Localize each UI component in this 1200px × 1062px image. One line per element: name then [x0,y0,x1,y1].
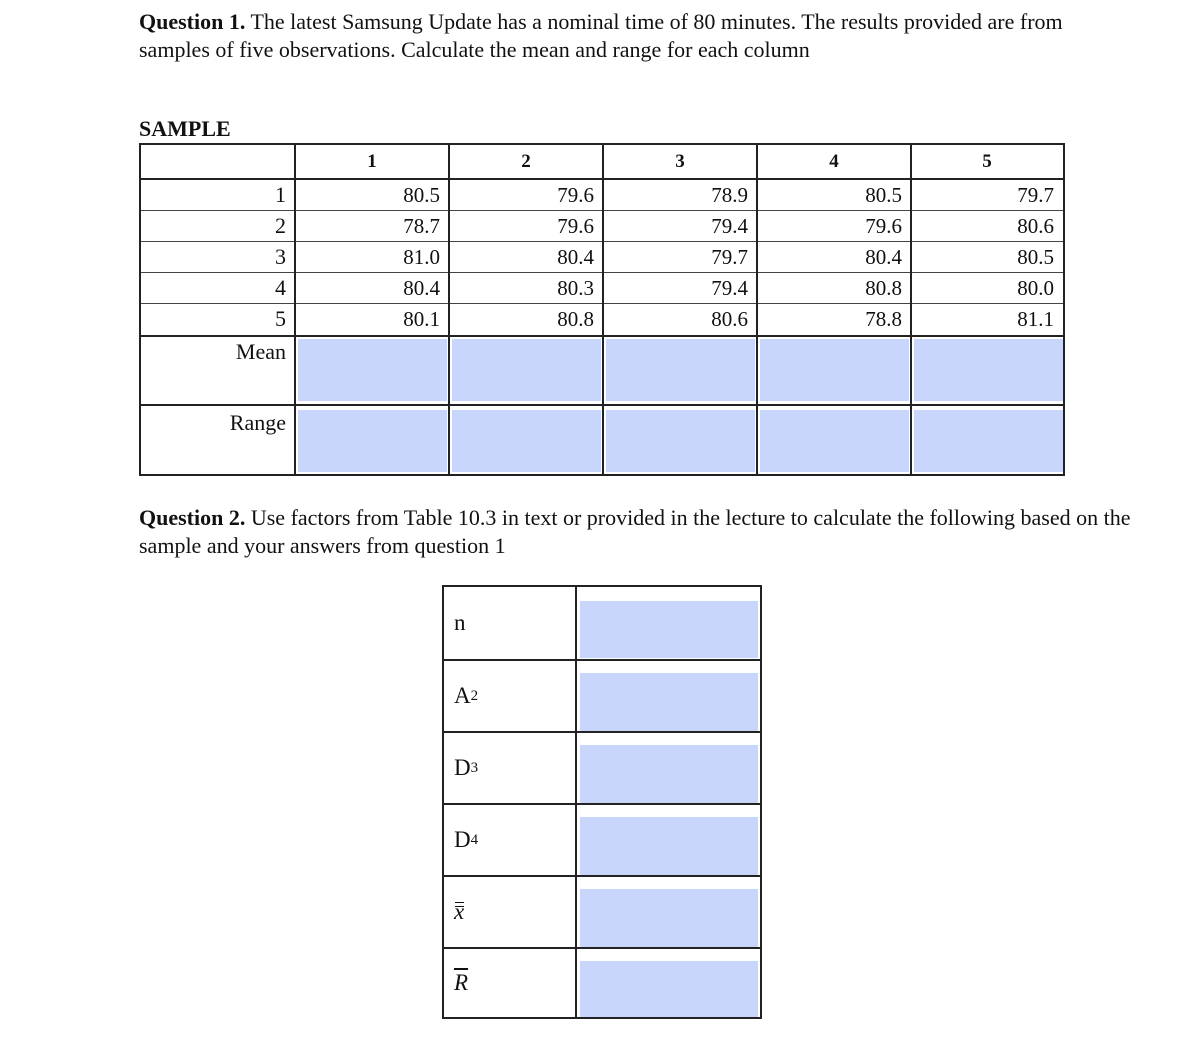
range-answer-cell[interactable] [760,410,909,472]
factor-label [454,733,478,803]
data-cell: 81.0 [403,244,440,269]
question-2-label: Question 2. [139,505,246,530]
factor-subscript: 3 [470,759,479,776]
r-bar-symbol: $\overline{R}$ [454,970,469,995]
row-label: 5 [275,306,286,331]
divider [910,145,912,474]
factor-symbol: D [454,755,471,780]
question-2 [139,504,1139,560]
factor-symbol: D [454,827,471,852]
header-col-4: 4 [829,150,839,172]
answer-cell-n[interactable] [580,601,758,658]
row-label: 2 [275,213,286,238]
data-cell: 80.4 [865,244,902,269]
row-label: 3 [275,244,286,269]
factor-subscript: 4 [470,831,479,848]
divider [294,145,296,474]
factor-row-xbarbar [444,875,760,947]
data-cell: 80.6 [711,306,748,331]
factor-label [454,949,468,1017]
answer-cell-d4[interactable] [580,817,758,875]
factor-label [454,587,466,658]
data-cell: 79.6 [557,213,594,238]
mean-answer-cell[interactable] [298,339,447,401]
question-1-label: Question 1. [139,9,246,34]
header-col-1: 1 [367,150,377,172]
mean-answer-cell[interactable] [452,339,601,401]
data-cell: 80.6 [1017,213,1054,238]
data-cell: 80.1 [403,306,440,331]
answer-cell-d3[interactable] [580,745,758,803]
range-answer-cell[interactable] [914,410,1063,472]
range-label: Range [229,410,286,435]
data-cell: 79.4 [711,213,748,238]
sample-title: SAMPLE [139,116,231,141]
factors-table [442,585,762,1019]
data-cell: 80.3 [557,275,594,300]
data-cell: 80.5 [1017,244,1054,269]
data-cell: 78.7 [403,213,440,238]
factor-row-n [444,587,760,658]
data-cell: 78.9 [711,182,748,207]
data-cell: 80.4 [557,244,594,269]
answer-cell-rbar[interactable] [580,961,758,1017]
data-cell: 80.4 [403,275,440,300]
x-double-bar-symbol [454,899,464,925]
factor-row-a2 [444,659,760,731]
mean-label: Mean [235,339,286,364]
data-cell: 80.5 [403,182,440,207]
factor-label [454,805,478,875]
range-answer-cell[interactable] [298,410,447,472]
factor-row-d4 [444,803,760,875]
factor-label [454,661,478,731]
data-cell: 80.8 [865,275,902,300]
data-cell: 79.4 [711,275,748,300]
mean-answer-cell[interactable] [760,339,909,401]
row-label: 1 [275,182,286,207]
data-cell: 80.5 [865,182,902,207]
divider [756,145,758,474]
factor-symbol: n [454,609,466,635]
divider [448,145,450,474]
answer-cell-xbarbar[interactable] [580,889,758,947]
factor-symbol: A [454,683,471,708]
factor-label [454,877,464,947]
header-col-5: 5 [982,150,992,172]
question-1 [139,8,1139,64]
data-cell: 80.0 [1017,275,1054,300]
header-col-2: 2 [521,150,531,172]
data-cell: 79.6 [557,182,594,207]
mean-answer-cell[interactable] [606,339,755,401]
header-blank [141,145,295,178]
data-cell: 79.7 [711,244,748,269]
row-label: 4 [275,275,286,300]
answer-cell-a2[interactable] [580,673,758,731]
question-2-text: Use factors from Table 10.3 in text or provided in the lecture to calculate the following based on the sample and your answers from question 1 [139,505,1131,558]
factor-row-rbar [444,947,760,1017]
divider [602,145,604,474]
data-cell: 78.8 [865,306,902,331]
factor-subscript: 2 [470,687,479,704]
mean-answer-cell[interactable] [914,339,1063,401]
sample-table [139,143,1065,476]
header-col-3: 3 [675,150,685,172]
question-1-text: The latest Samsung Update has a nominal time of 80 minutes. The results provided are from samples of five observations. Calculate the mean and range for each column [139,9,1063,62]
range-answer-cell[interactable] [606,410,755,472]
data-cell: 80.8 [557,306,594,331]
data-cell: 79.6 [865,213,902,238]
data-cell: 79.7 [1017,182,1054,207]
factor-row-d3 [444,731,760,803]
range-answer-cell[interactable] [452,410,601,472]
factor-symbol: x [454,899,465,924]
data-cell: 81.1 [1017,306,1054,331]
